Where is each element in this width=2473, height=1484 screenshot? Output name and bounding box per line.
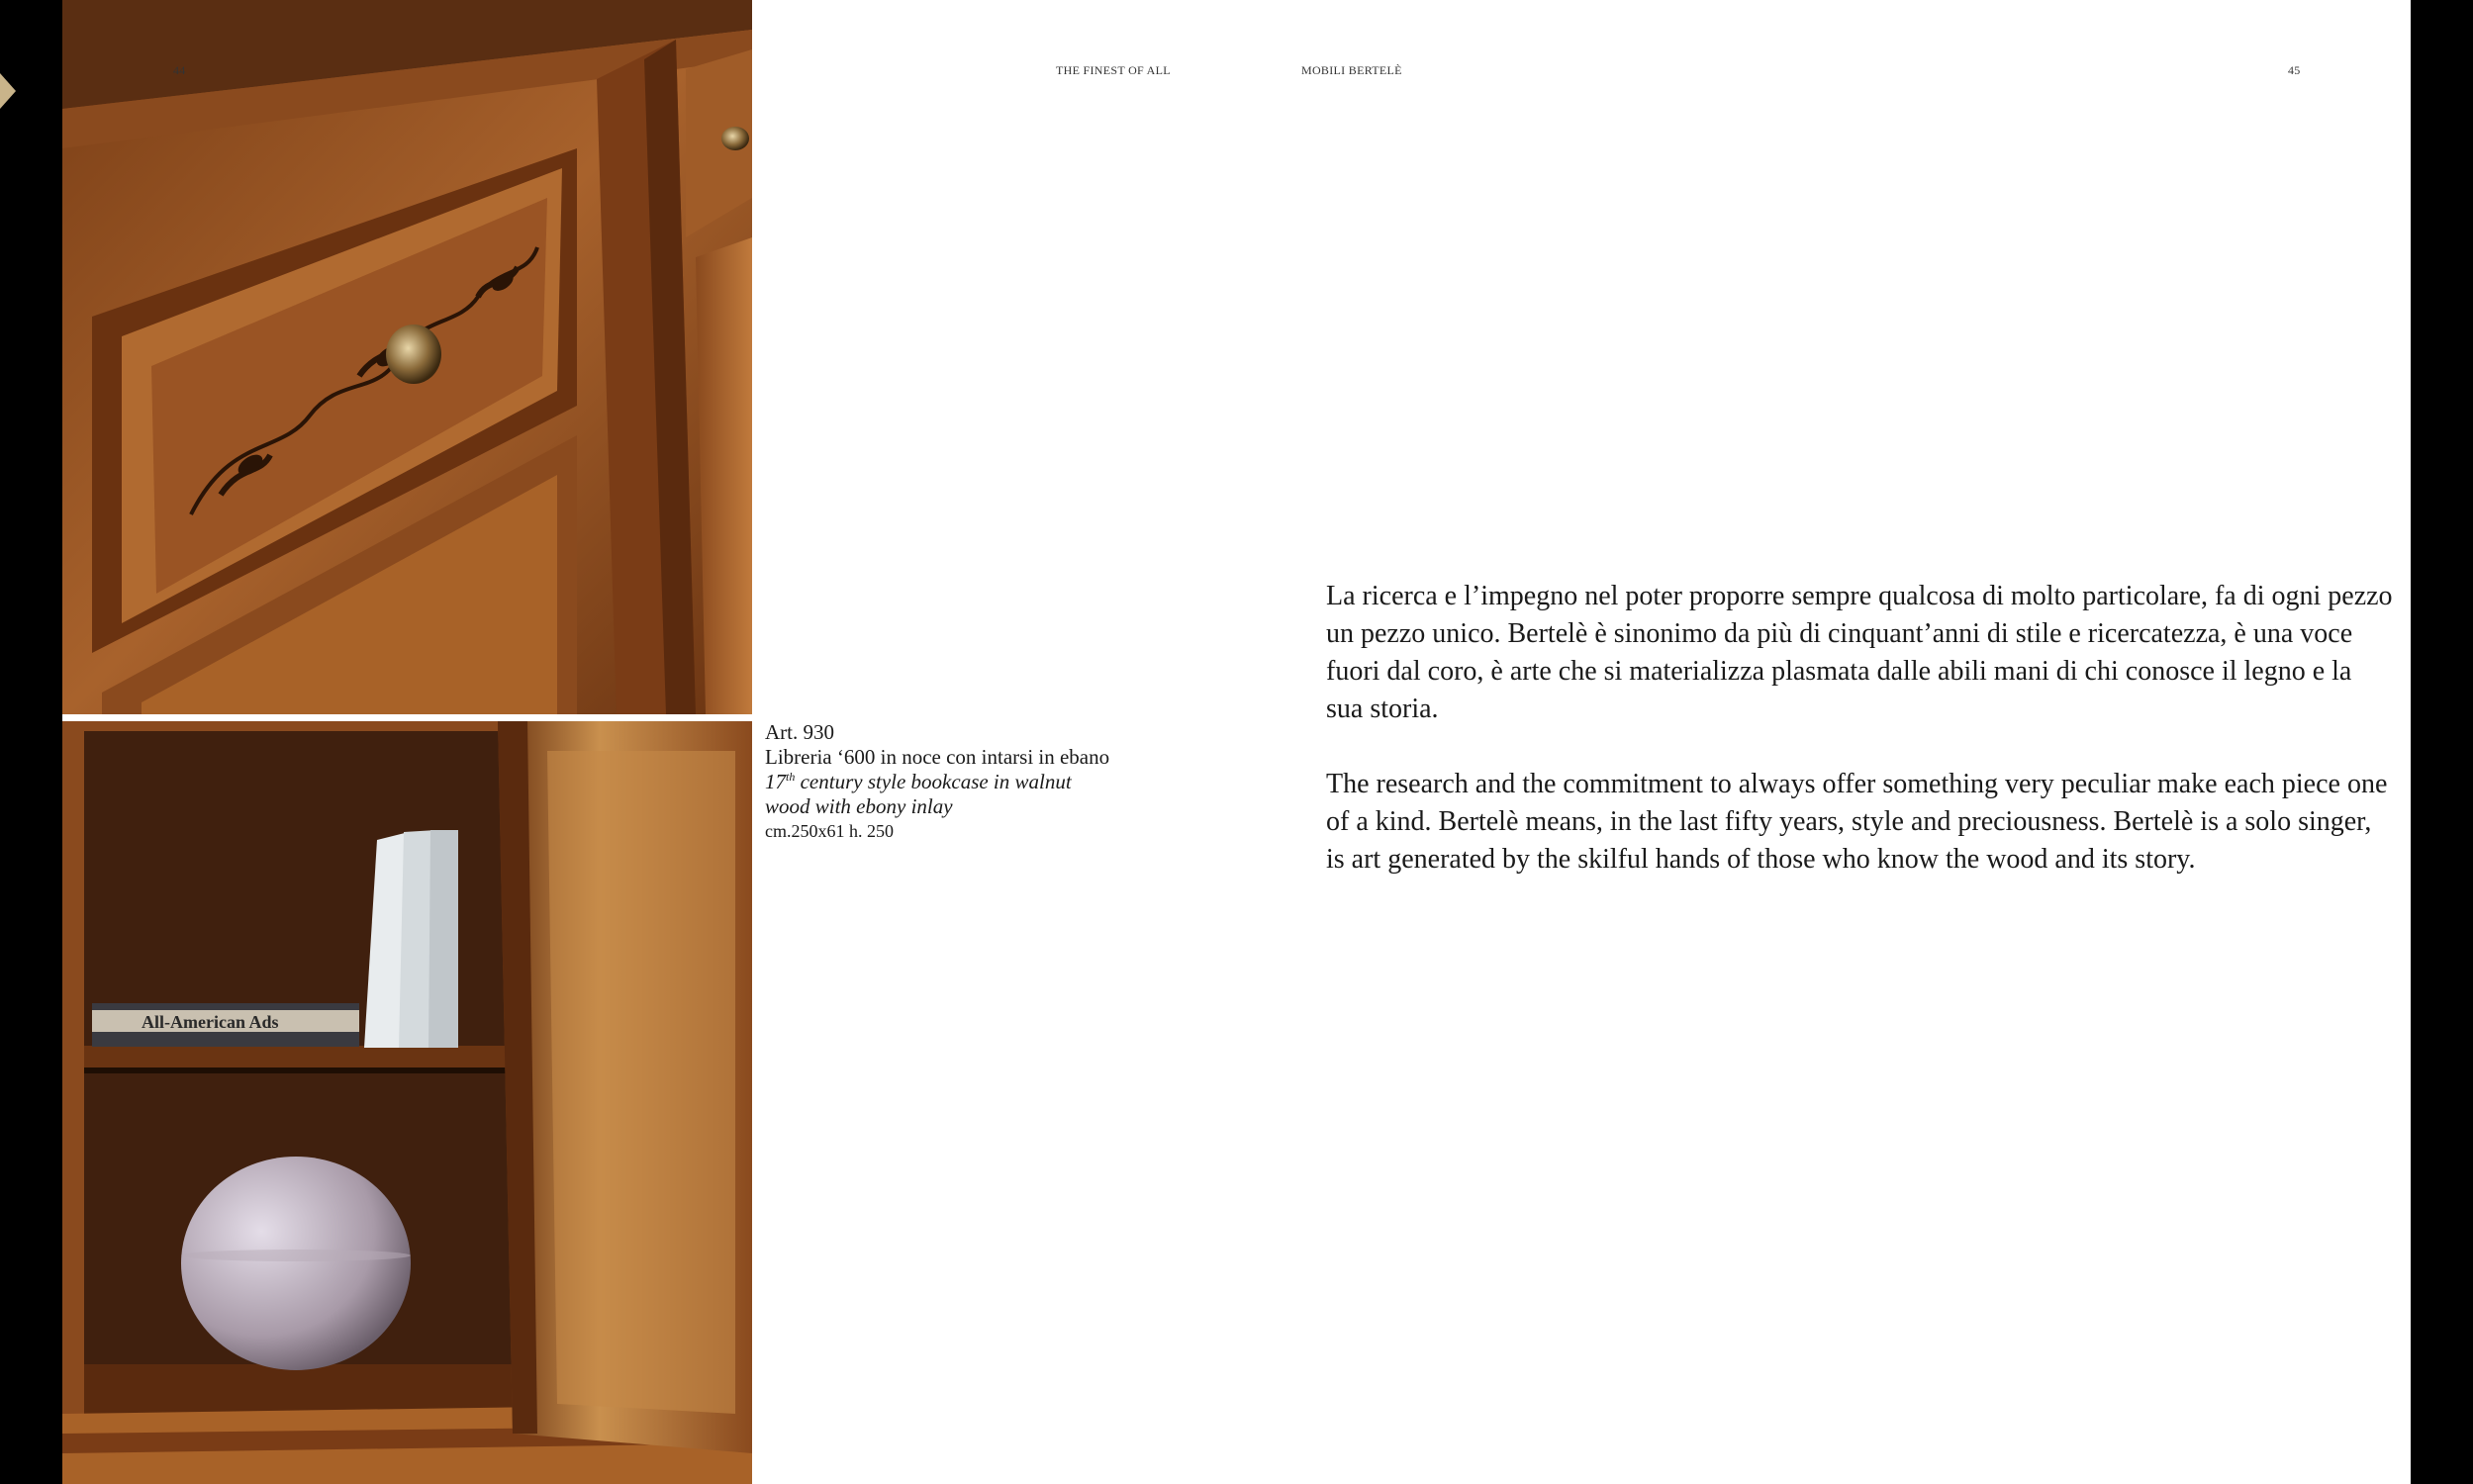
- running-header-left: THE FINEST OF ALL: [1056, 63, 1171, 77]
- product-caption: [765, 720, 1260, 844]
- page-spread: [62, 0, 2411, 1484]
- page-number-right: 45: [2288, 63, 2301, 77]
- century-suffix: th: [786, 770, 796, 784]
- running-header-right: MOBILI BERTELÈ: [1301, 63, 1402, 77]
- open-cabinet-photo: [62, 721, 752, 1484]
- italian-paragraph: La ricerca e l’impegno nel poter proporre sempre qualcosa di molto particolare, fa di ogni pezzo un pezzo unico. Bertelè è sinonimo da più di cinquant’anni di stile e ricercatezza, è una voce fuori dal coro, è arte che si materializza plasmata dalle abili mani di chi conosce il legno e la sua storia.: [1326, 581, 2393, 724]
- body-text: [1326, 578, 2395, 916]
- dimensions: cm.250x61 h. 250: [765, 821, 894, 841]
- previous-page-arrow-icon[interactable]: [0, 69, 18, 113]
- english-description-line-2: wood with ebony inlay: [765, 794, 953, 818]
- book-spine-title: All-American Ads: [142, 1012, 279, 1032]
- english-description-rest: century style bookcase in walnut: [795, 770, 1072, 793]
- page-number-left: 44: [173, 63, 186, 77]
- article-number: Art. 930: [765, 720, 834, 744]
- italian-description: Libreria ‘600 in noce con intarsi in ebano: [765, 745, 1110, 769]
- english-paragraph: The research and the commitment to always offer something very peculiar make each piece one of a kind. Bertelè means, in the last fifty years, style and preciousness. Bertelè is a solo singer, is art generated by the skilful hands of those who know the wood and its story.: [1326, 769, 2388, 875]
- drawer-detail-photo: [62, 0, 752, 714]
- century-number: 17: [765, 770, 786, 793]
- english-description-line-1: [765, 770, 1260, 794]
